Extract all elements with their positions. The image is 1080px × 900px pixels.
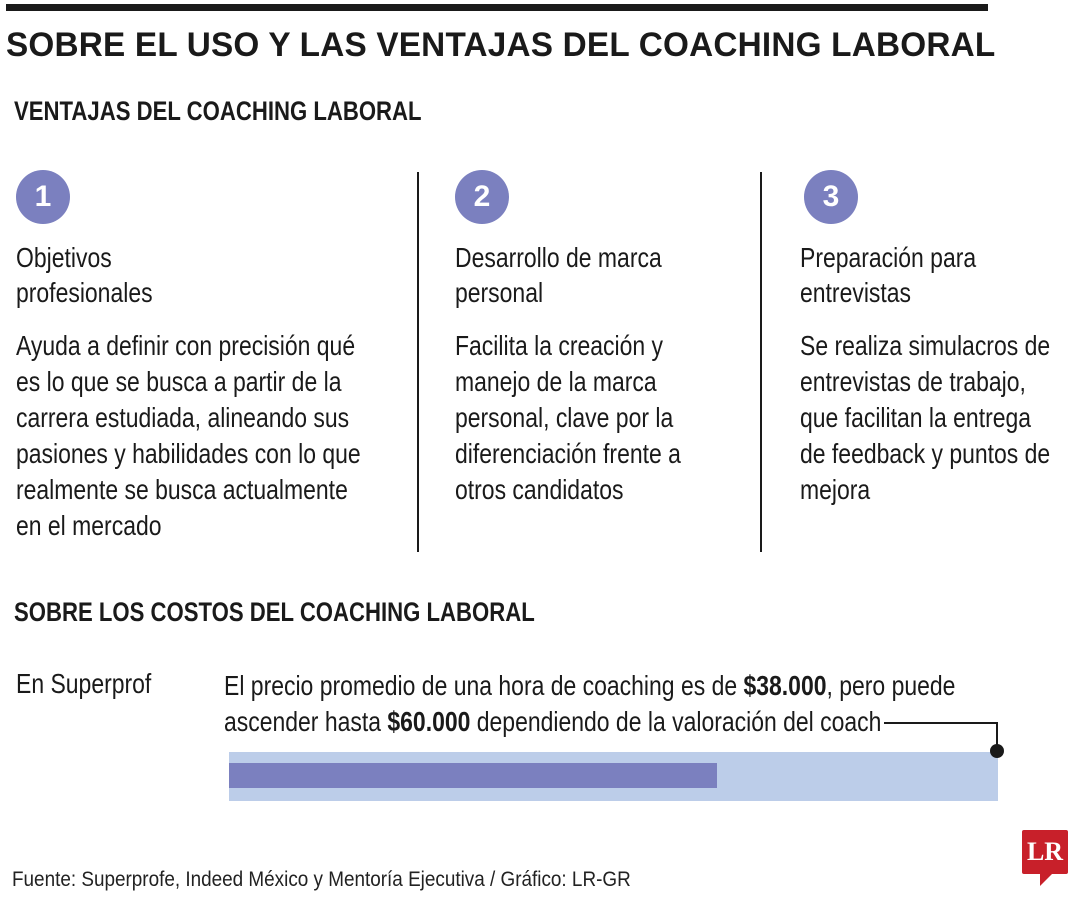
leader-line — [884, 722, 997, 724]
advantage-title: Objetivos profesionales — [16, 242, 153, 308]
ventajas-section-title: VENTAJAS DEL COACHING LABORAL — [14, 96, 422, 126]
page-title: SOBRE EL USO Y LAS VENTAJAS DEL COACHING LABORAL — [6, 26, 996, 64]
advantage-title: Desarrollo de marca personal — [455, 242, 662, 308]
logo-tail — [1040, 872, 1054, 886]
column-divider — [417, 172, 419, 552]
leader-dot — [990, 744, 1004, 758]
advantage-item-1 — [16, 170, 436, 544]
max-price: $60.000 — [387, 706, 471, 737]
cost-source-label: En Superprof — [16, 668, 152, 699]
average-price-bar — [229, 763, 717, 788]
advantage-description: Ayuda a definir con precisión qué es lo que se busca a partir de la carrera estudiada, alineando sus pasiones y habilidades con lo que realmente se busca actualmente en el mercado — [16, 330, 361, 541]
number-badge: 3 — [804, 170, 858, 224]
source-note: Fuente: Superprofe, Indeed México y Mentoría Ejecutiva / Gráfico: LR-GR — [12, 868, 631, 891]
advantage-item-3 — [800, 170, 1080, 508]
advantage-description: Se realiza simulacros de entrevistas de trabajo, que facilitan la entrega de feedback y puntos de mejora — [800, 330, 1051, 505]
top-rule — [6, 4, 988, 11]
number-badge: 1 — [16, 170, 70, 224]
average-price: $38.000 — [743, 670, 827, 701]
column-divider — [760, 172, 762, 552]
advantage-description: Facilita la creación y manejo de la marca personal, clave por la diferenciación frente a otros candidatos — [455, 330, 681, 505]
advantage-item-2 — [455, 170, 731, 508]
cost-annotation: El precio promedio de una hora de coaching es de $38.000, pero puede ascender hasta $60.000 dependiendo de la valoración del coach — [224, 670, 956, 737]
number-badge: 2 — [455, 170, 509, 224]
advantage-title: Preparación para entrevistas — [800, 242, 977, 308]
costos-section-title: SOBRE LOS COSTOS DEL COACHING LABORAL — [14, 597, 535, 627]
lr-logo-icon: LR — [1022, 830, 1068, 874]
